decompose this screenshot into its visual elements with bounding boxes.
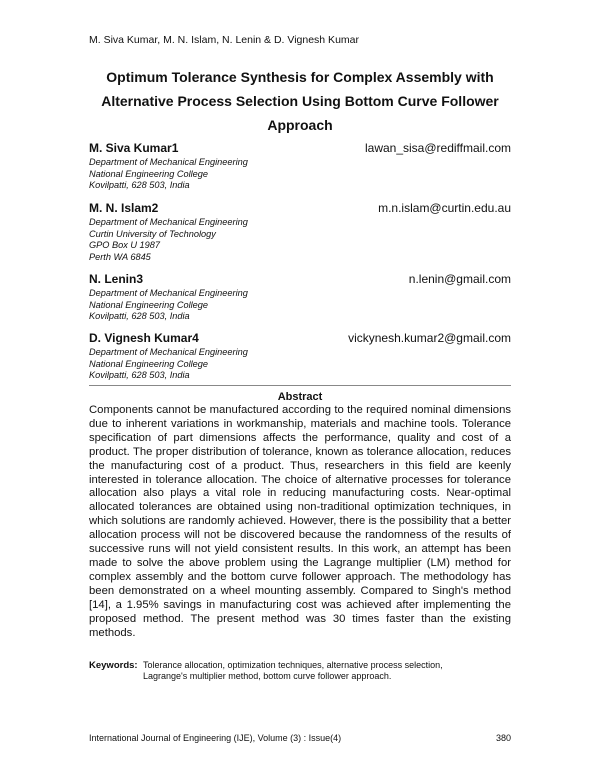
- affiliation-line: Department of Mechanical Engineering: [89, 157, 248, 167]
- author-email: m.n.islam@curtin.edu.au: [378, 201, 511, 215]
- affiliation-line: Kovilpatti, 628 503, India: [89, 370, 190, 380]
- affiliation-line: Department of Mechanical Engineering: [89, 217, 248, 227]
- author-affiliation: [89, 157, 511, 192]
- author-name: M. N. Islam2: [89, 201, 159, 215]
- keywords: [89, 660, 511, 681]
- abstract-heading: Abstract: [277, 391, 323, 403]
- author-block: [89, 141, 511, 192]
- affiliation-line: National Engineering College: [89, 299, 209, 310]
- author-name: M. Siva Kumar1: [89, 141, 179, 155]
- keywords-text: Lagrange's multiplier method, bottom curve follower approach.: [143, 671, 392, 681]
- affiliation-line: Kovilpatti, 628 503, India: [89, 180, 190, 190]
- author-block: [89, 331, 511, 382]
- author-name: N. Lenin3: [89, 272, 144, 286]
- page-number: 380: [495, 733, 511, 743]
- abstract-body: Components cannot be manufactured according to the required nominal dimensions due to inherent variations in workmanship, materials and machine tools. Tolerance specification of part dimensions affects the performance, quality and cost of a product. The proper distribution of tolerance, known as tolerance allocation, reduces the manufacturing cost of a product. Thus, researchers in this field are keenly interested in tolerance allocation. The choice of alternative processes for tolerance allocation also plays a vital role in reducing manufacturing costs. Near-optimal allocated tolerances are obtained using non-traditional optimization techniques, in which solutions are randomly achieved. However, there is the possibility that a better allocation process will not be discovered because the randomness of the results of successive runs will not yield consistent results. In this work, an attempt has been made to solve the above problem using the Lagrange multiplier (LM) method for complex assembly and the bottom curve follower approach. The methodology has been demonstrated on a wheel mounting assembly. Compared to Singh's method [14], a 1.95% savings in manufacturing cost was achieved after implementing the proposed method. The present method was 30 times faster than the existing methods.: [89, 404, 511, 639]
- abstract-divider: [89, 385, 511, 386]
- affiliation-line: Perth WA 6845: [89, 251, 151, 262]
- paper-title: [60, 65, 540, 137]
- affiliation-line: GPO Box U 1987: [89, 240, 160, 250]
- keywords-text: Tolerance allocation, optimization techniques, alternative process selection,: [143, 660, 443, 670]
- running-head: M. Siva Kumar, M. N. Islam, N. Lenin & D. Vignesh Kumar: [89, 34, 359, 46]
- author-name: D. Vignesh Kumar4: [89, 331, 199, 345]
- author-block: [89, 201, 511, 263]
- affiliation-line: Department of Mechanical Engineering: [89, 288, 248, 298]
- author-email: vickynesh.kumar2@gmail.com: [348, 331, 511, 345]
- author-email: n.lenin@gmail.com: [408, 272, 511, 286]
- affiliation-line: Curtin University of Technology: [89, 228, 216, 239]
- author-affiliation: [89, 347, 511, 382]
- keywords-label: Keywords:: [89, 660, 138, 671]
- affiliation-line: National Engineering College: [89, 168, 209, 179]
- title-line: Optimum Tolerance Synthesis for Complex Assembly with: [106, 69, 494, 85]
- affiliation-line: Department of Mechanical Engineering: [89, 347, 248, 357]
- affiliation-line: Kovilpatti, 628 503, India: [89, 311, 190, 321]
- affiliation-line: National Engineering College: [89, 358, 209, 369]
- title-line: Approach: [267, 117, 333, 133]
- title-line: Alternative Process Selection Using Bottom Curve Follower: [101, 93, 499, 109]
- author-email: lawan_sisa@rediffmail.com: [364, 141, 511, 155]
- author-block: [89, 272, 511, 323]
- footer-journal: International Journal of Engineering (IJE), Volume (3) : Issue(4): [89, 733, 342, 743]
- author-affiliation: [89, 288, 511, 323]
- author-affiliation: [89, 217, 511, 263]
